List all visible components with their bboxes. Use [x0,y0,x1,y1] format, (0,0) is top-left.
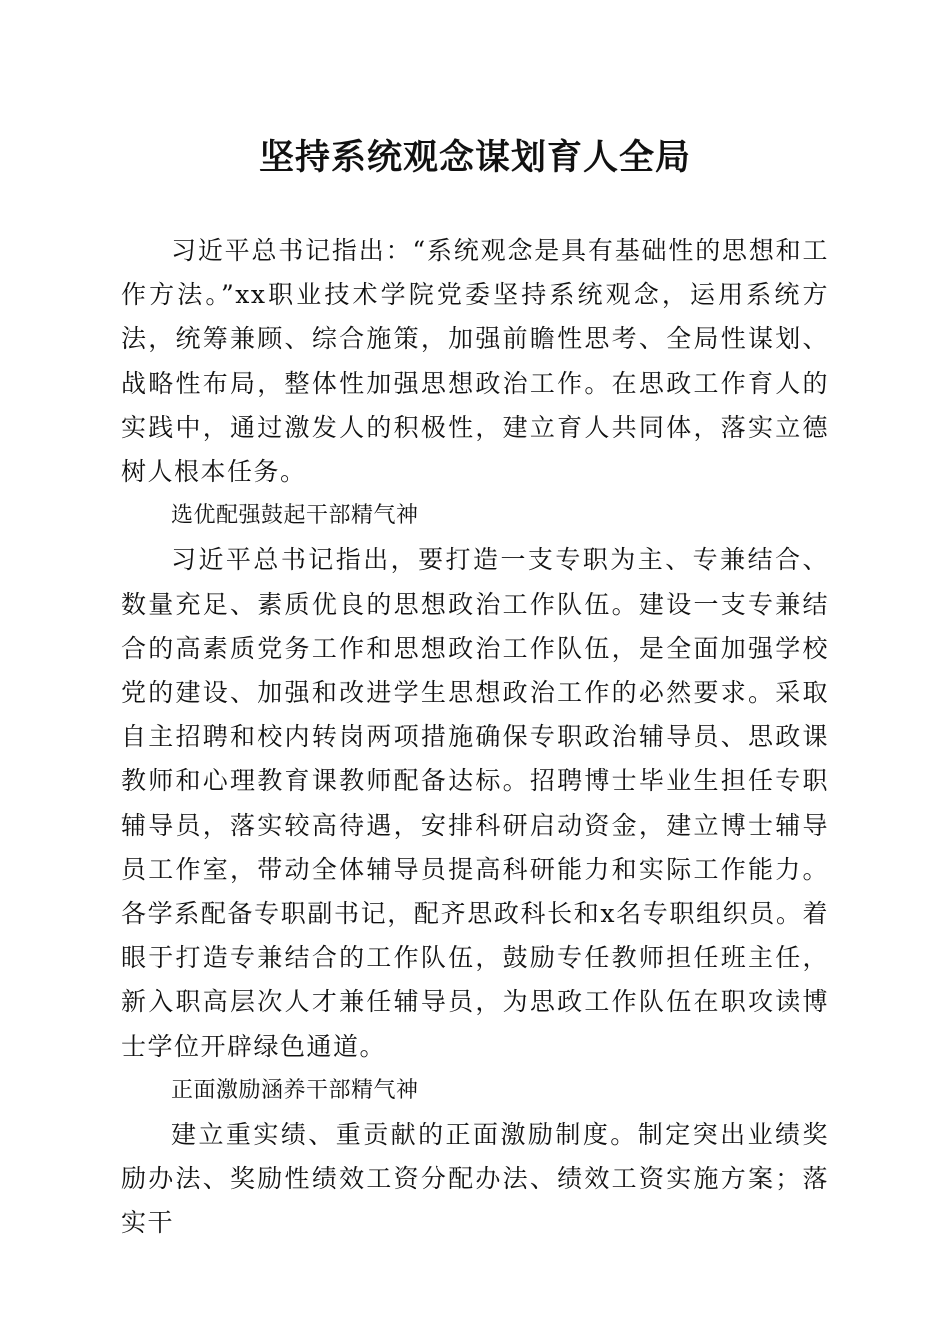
document-title: 坚持系统观念谋划育人全局 [258,137,691,178]
section-paragraph-1: 习近平总书记指出，要打造一支专职为主、专兼结合、数量充足、素质优良的思想政治工作队伍。建设一支专兼结合的高素质党务工作和思想政治工作队伍，是全面加强学校党的建设、加强和改进学生思想政治工作的必然要求。采取自主招聘和校内转岗两项措施确保专职政治辅导员、思政课教师和心理教育课教师配备达标。招聘博士毕业生担任专职辅导员，落实较高待遇，安排科研启动资金，建立博士辅导员工作室，带动全体辅导员提高科研能力和实际工作能力。各学系配备专职副书记，配齐思政科长和x名专职组织员。着眼于打造专兼结合的工作队伍，鼓励专任教师担任班主任，新入职高层次人才兼任辅导员，为思政工作队伍在职攻读博士学位开辟绿色通道。 [121,545,829,1061]
section-heading-1: 选优配强鼓起干部精气神 [171,503,419,529]
intro-paragraph: 习近平总书记指出：“系统观念是具有基础性的思想和工作方法。”xx职业技术学院党委坚持系统观念，运用系统方法，统筹兼顾、综合施策，加强前瞻性思考、全局性谋划、战略性布局，整体性加强思想政治工作。在思政工作育人的实践中，通过激发人的积极性，建立育人共同体，落实立德树人根本任务。 [121,236,829,487]
section-paragraph-2: 建立重实绩、重贡献的正面激励制度。制定突出业绩奖励办法、奖励性绩效工资分配办法、绩效工资实施方案；落实干 [121,1120,829,1238]
section-heading-2: 正面激励涵养干部精气神 [171,1077,419,1103]
document-body [121,229,829,1246]
